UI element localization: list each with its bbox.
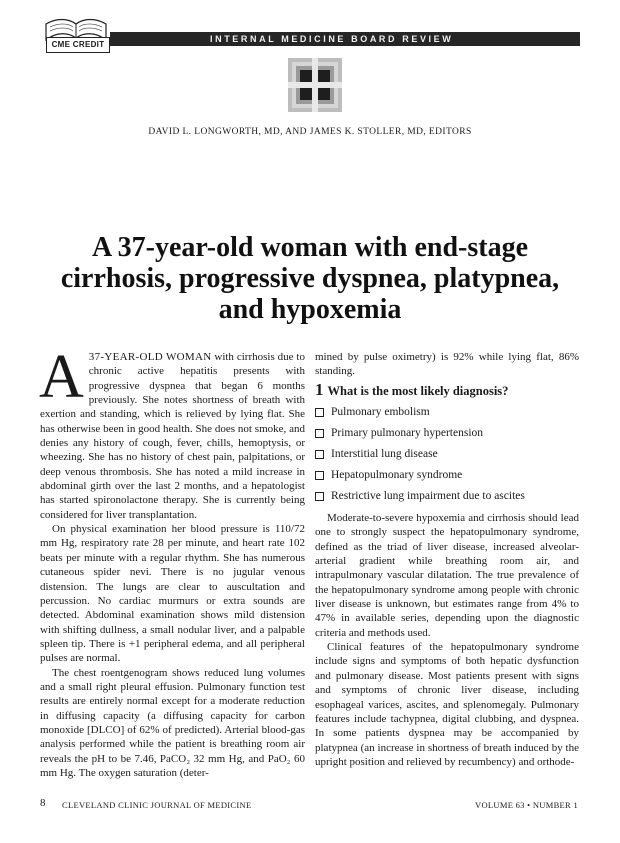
paragraph-4: Moderate-to-severe hypoxemia and cirrhosis should lead one to strongly suspect the hepatopulmonary syndrome, defined as the triad of liver disease, increased alveolar-arterial gradient while breathing room air, and intrapulmonary vascular dilatation. The true prevalence of the hepatopulmonary syndrome among people with chronic liver disease is unknown, but estimates range from 4% to 47% in available series, depending upon the diagnostic criteria and methods used.: [315, 512, 579, 639]
option-item[interactable]: [315, 444, 579, 465]
option-item[interactable]: [315, 423, 579, 444]
checkbox-icon: [315, 429, 324, 438]
option-label: Pulmonary embolism: [331, 406, 430, 419]
question-number: 1: [315, 379, 324, 399]
cme-credit-badge: CME CREDIT: [46, 37, 110, 53]
question-heading: [315, 379, 579, 399]
checkbox-icon: [315, 408, 324, 417]
question-text: What is the most likely diagnosis?: [327, 383, 509, 398]
journal-name: CLEVELAND CLINIC JOURNAL OF MEDICINE: [62, 800, 252, 810]
option-label: Primary pulmonary hypertension: [331, 427, 484, 440]
lead-caps: 37-YEAR-OLD WOMAN: [88, 351, 212, 363]
option-label: Hepatopulmonary syndrome: [331, 469, 463, 482]
option-item[interactable]: [315, 402, 579, 423]
journal-logo-icon: [288, 58, 342, 112]
right-column: [315, 350, 579, 769]
paragraph-3-continued: mined by pulse oximetry) is 92% while lying flat, 86% standing.: [315, 351, 579, 378]
page-number: 8: [40, 797, 46, 809]
checkbox-icon: [315, 450, 324, 459]
checkbox-icon: [315, 471, 324, 480]
editors-line: DAVID L. LONGWORTH, MD, AND JAMES K. STOLLER, MD, EDITORS: [148, 127, 472, 137]
paragraph-2: On physical examination her blood pressure is 110/72 mm Hg, respiratory rate 28 per minute, and heart rate 102 beats per minute with a regular rhythm. She has numerous cutaneous spider nevi. There is no jugular venous distension. The lungs are clear to auscultation and percussion. No cardiac murmurs or extra sounds are detected. Abdominal examination shows mild distension with shifting dullness, a small nodular liver, and a palpable spleen tip. There is +1 peripheral edema, and all peripheral pulses are normal.: [40, 523, 305, 665]
option-label: Interstitial lung disease: [331, 448, 438, 461]
section-banner: INTERNAL MEDICINE BOARD REVIEW: [110, 32, 580, 46]
paragraph-1: [39, 343, 305, 522]
drop-cap: A: [39, 343, 84, 411]
paragraph-1-text: with cirrhosis due to chronic active hepatitis presents with progressive dyspnea that began 6 months previously. She notes shortness of breath with exertion and standing, which is relieved by lying flat. She has otherwise been in good health. She does not smoke, and denies any history of cough, fever, chills, hemoptysis, or wheezing. She has no history of chest pain, palpitations, or deep venous thrombosis. She has noted a mild increase in abdominal girth over the last 2 months, and a hepatologist has started spironolactone therapy. She is currently being considered for liver transplantation.: [40, 351, 305, 521]
left-column: [39, 343, 305, 780]
paragraph-3: The chest roentgenogram shows reduced lung volumes and a small right pleural effusion. Pulmonary function test results are entirely normal except for a moderate reduction in diffusing capacity (a diffusing capacity for carbon monoxide [DLCO] of 62% of predicted). Arterial blood-gas analysis performed while the patient is breathing room air reveals the pH to be 7.46, PaCO₂ 32 mm Hg, and PaO₂ 60 mm Hg. The oxygen saturation (deter-: [40, 666, 305, 779]
option-item[interactable]: [315, 465, 579, 486]
article-title: A 37-year-old woman with end-stage cirrhosis, progressive dyspnea, platypnea, and hypoxemia: [60, 232, 560, 325]
volume-number: VOLUME 63 • NUMBER 1: [475, 800, 578, 810]
option-label: Restrictive lung impairment due to ascites: [331, 490, 525, 503]
paragraph-5: Clinical features of the hepatopulmonary syndrome include signs and symptoms of both hepatic dysfunction and pulmonary disease. Most patients present with signs and symptoms of chronic liver disease, including esophageal varices, ascites, and splenomegaly. Pulmonary features include tachypnea, digital clubbing, and dyspnea. In some patients dyspnea may be accompanied by platypnea (an increase in shortness of breath induced by the upright position and relieved by recumbency) and orthode-: [315, 641, 579, 768]
checkbox-icon: [315, 492, 324, 501]
option-item[interactable]: [315, 486, 579, 507]
